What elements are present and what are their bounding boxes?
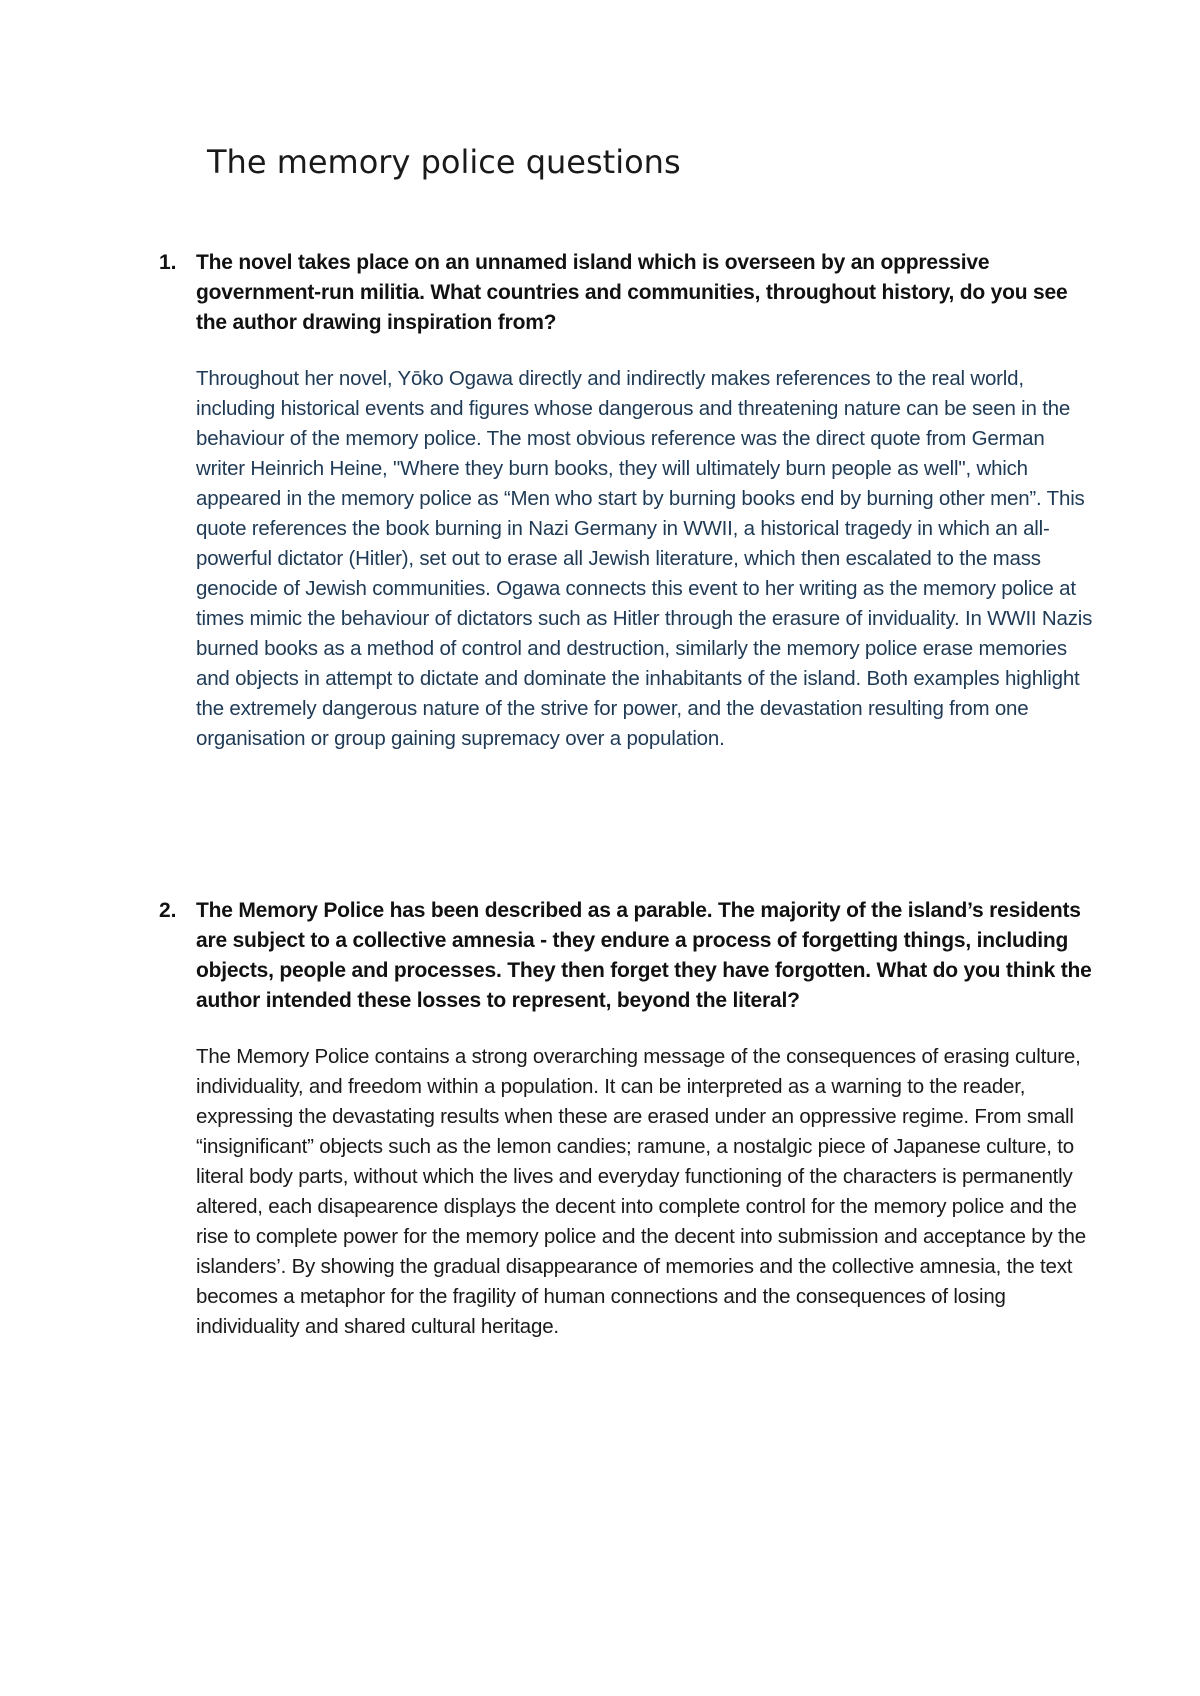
document-title: The memory police questions: [207, 143, 681, 181]
question-item: [159, 248, 1096, 754]
answer-text: The Memory Police contains a strong overarching message of the consequences of erasing culture, individuality, and freedom within a population. It can be interpreted as a warning to the reader, expressing the devastating results when these are erased under an oppressive regime. From small “insignificant” objects such as the lemon candies; ramune, a nostalgic piece of Japanese culture, to literal body parts, without which the lives and everyday functioning of the characters is permanently altered, each disapearence displays the decent into complete control for the memory police and the rise to complete power for the memory police and the decent into submission and acceptance by the islanders’. By showing the gradual disappearance of memories and the collective amnesia, the text becomes a metaphor for the fragility of human connections and the consequences of losing individuality and shared cultural heritage.: [196, 1045, 1086, 1338]
question-item: [159, 896, 1096, 1342]
question-text: The novel takes place on an unnamed island which is overseen by an oppressive government-run militia. What countries and communities, throughout history, do you see the author drawing inspiration from?: [196, 251, 1068, 334]
question-number: 1.: [159, 251, 177, 274]
answer-text: Throughout her novel, Yōko Ogawa directly and indirectly makes references to the real world, including historical events and figures whose dangerous and threatening nature can be seen in the behaviour of the memory police. The most obvious reference was the direct quote from German writer Heinrich Heine, "Where they burn books, they will ultimately burn people as well", which appeared in the memory police as “Men who start by burning books end by burning other men”. This quote references the book burning in Nazi Germany in WWII, a historical tragedy in which an all-powerful dictator (Hitler), set out to erase all Jewish literature, which then escalated to the mass genocide of Jewish communities. Ogawa connects this event to her writing as the memory police at times mimic the behaviour of dictators such as Hitler through the erasure of inviduality. In WWII Nazis burned books as a method of control and destruction, similarly the memory police erase memories and objects in attempt to dictate and dominate the inhabitants of the island. Both examples highlight the extremely dangerous nature of the strive for power, and the devastation resulting from one organisation or group gaining supremacy over a population.: [196, 367, 1093, 750]
question-number: 2.: [159, 899, 177, 922]
question-text: The Memory Police has been described as a parable. The majority of the island’s residents are subject to a collective amnesia - they endure a process of forgetting things, including objects, people and processes. They then forget they have forgotten. What do you think the author intended these losses to represent, beyond the literal?: [196, 899, 1092, 1012]
